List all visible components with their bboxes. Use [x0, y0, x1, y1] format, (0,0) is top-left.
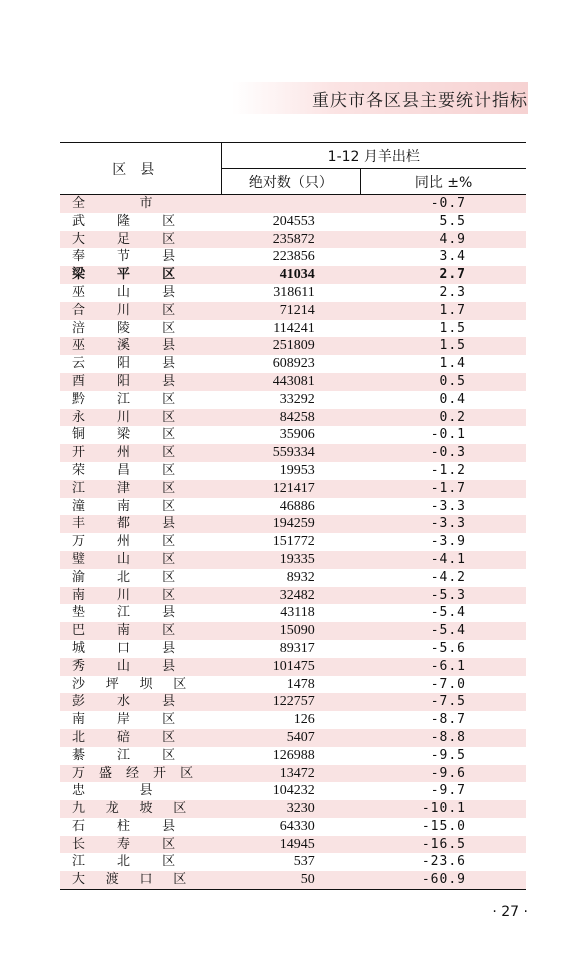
absolute-value: 537 — [293, 854, 315, 870]
percent-column-header: 同比 ±% — [361, 169, 526, 195]
district-name: 秀 山 县 — [60, 658, 221, 676]
group-column-header: 1-12 月羊出栏 — [221, 143, 526, 169]
district-name: 涪 陵 区 — [72, 320, 176, 336]
percent-change: -8.7 — [430, 712, 466, 728]
absolute-value: 151772 — [272, 534, 315, 550]
table-row — [60, 640, 526, 658]
district-name: 石 柱 县 — [72, 818, 176, 834]
table-row — [60, 800, 526, 818]
district-name: 合 川 区 — [60, 302, 221, 320]
district-name: 永 川 区 — [60, 409, 221, 427]
percent-change: -0.3 — [361, 444, 526, 462]
absolute-value: 19953 — [279, 462, 315, 478]
percent-change: -6.1 — [361, 658, 526, 676]
table-row — [60, 462, 526, 480]
district-name: 江 津 区 — [60, 480, 221, 498]
district-name: 奉 节 县 — [72, 249, 176, 265]
absolute-value: 89317 — [279, 640, 315, 656]
district-name: 南 岸 区 — [72, 712, 176, 728]
percent-change: 4.9 — [361, 231, 526, 249]
absolute-value: 46886 — [279, 498, 315, 514]
table-row — [60, 266, 526, 284]
district-name: 巫 溪 县 — [60, 337, 221, 355]
district-name: 巴 南 区 — [60, 622, 221, 640]
absolute-value: 251809 — [221, 337, 361, 355]
district-name: 垫 江 县 — [72, 605, 176, 621]
absolute-value: 8932 — [286, 569, 315, 585]
percent-change: 5.5 — [439, 213, 466, 229]
district-name: 沙 坪 坝 区 — [72, 676, 187, 692]
percent-change: 0.2 — [361, 409, 526, 427]
percent-change: -5.4 — [361, 622, 526, 640]
percent-change: -7.0 — [430, 676, 466, 692]
table-row — [60, 302, 526, 320]
percent-change: -3.3 — [361, 515, 526, 533]
district-name: 巫 山 县 — [72, 284, 176, 300]
absolute-value: 559334 — [221, 444, 361, 462]
absolute-value: 35906 — [279, 427, 315, 443]
table-row — [60, 818, 526, 836]
percent-change: 2.7 — [361, 266, 526, 284]
table-row — [60, 515, 526, 533]
district-name: 酉 阳 县 — [60, 373, 221, 391]
district-name: 彭 水 县 — [60, 693, 221, 711]
table-row — [60, 853, 526, 871]
percent-change: -9.6 — [361, 765, 526, 783]
absolute-value — [221, 195, 361, 213]
district-name: 忠 县 — [72, 783, 153, 799]
percent-change: -23.6 — [421, 854, 466, 870]
table-row — [60, 711, 526, 729]
absolute-value: 114241 — [273, 320, 315, 336]
table-row — [60, 747, 526, 765]
absolute-value: 32482 — [221, 587, 361, 605]
table-body — [60, 195, 526, 890]
table-row — [60, 604, 526, 622]
district-name: 大 足 区 — [60, 231, 221, 249]
table-row — [60, 551, 526, 569]
absolute-value: 41034 — [221, 266, 361, 284]
district-name: 南 川 区 — [60, 587, 221, 605]
district-name: 梁 平 区 — [60, 266, 221, 284]
percent-change: -8.8 — [361, 729, 526, 747]
percent-change: -15.0 — [421, 818, 466, 834]
percent-change: -4.2 — [430, 569, 466, 585]
table-row — [60, 409, 526, 427]
table-row — [60, 480, 526, 498]
absolute-value: 101475 — [221, 658, 361, 676]
percent-change: 1.7 — [361, 302, 526, 320]
district-name: 潼 南 区 — [72, 498, 176, 514]
percent-change: 0.4 — [439, 391, 466, 407]
percent-change: 0.5 — [361, 373, 526, 391]
absolute-column-header: 绝对数（只） — [221, 169, 361, 195]
table-row — [60, 765, 526, 783]
table-row — [60, 871, 526, 889]
percent-change: -60.9 — [361, 871, 526, 889]
table-row — [60, 284, 526, 302]
district-name: 万 盛 经 开 区 — [60, 765, 221, 783]
absolute-value: 15090 — [221, 622, 361, 640]
table-row — [60, 693, 526, 711]
page-number: · 27 · — [492, 904, 528, 920]
absolute-value: 14945 — [221, 836, 361, 854]
percent-change: -7.5 — [361, 693, 526, 711]
absolute-value: 194259 — [221, 515, 361, 533]
district-name: 万 州 区 — [72, 534, 176, 550]
percent-change: -5.6 — [430, 640, 466, 656]
district-name: 荣 昌 区 — [72, 462, 176, 478]
table-row — [60, 444, 526, 462]
percent-change: -0.1 — [430, 427, 466, 443]
percent-change: 1.5 — [439, 320, 466, 336]
percent-change: -1.7 — [361, 480, 526, 498]
district-name: 璧 山 区 — [60, 551, 221, 569]
district-name: 綦 江 区 — [72, 747, 176, 763]
district-name: 开 州 区 — [60, 444, 221, 462]
percent-change: -16.5 — [361, 836, 526, 854]
percent-change: 1.4 — [439, 356, 466, 372]
district-name: 大 渡 口 区 — [60, 871, 221, 889]
table-row — [60, 337, 526, 355]
district-column-header: 区县 — [60, 143, 221, 195]
percent-change: 2.3 — [439, 284, 466, 300]
percent-change: -9.5 — [430, 747, 466, 763]
table-row — [60, 426, 526, 444]
district-name: 长 寿 区 — [60, 836, 221, 854]
district-name: 城 口 县 — [72, 640, 176, 656]
absolute-value: 122757 — [221, 693, 361, 711]
percent-change: -1.2 — [430, 462, 466, 478]
percent-change: 1.5 — [361, 337, 526, 355]
district-name: 江 北 区 — [72, 854, 176, 870]
absolute-value: 608923 — [272, 356, 315, 372]
percent-change: -3.3 — [430, 498, 466, 514]
district-name: 黔 江 区 — [72, 391, 176, 407]
percent-change: -9.7 — [430, 783, 466, 799]
percent-change: -4.1 — [361, 551, 526, 569]
absolute-value: 5407 — [221, 729, 361, 747]
absolute-value: 121417 — [221, 480, 361, 498]
table-row — [60, 248, 526, 266]
district-name: 丰 都 县 — [60, 515, 221, 533]
percent-change: -3.9 — [430, 534, 466, 550]
absolute-value: 43118 — [280, 605, 315, 621]
district-name: 渝 北 区 — [72, 569, 176, 585]
table-row — [60, 213, 526, 231]
table-row — [60, 195, 526, 213]
table-row — [60, 782, 526, 800]
table-row — [60, 231, 526, 249]
absolute-value: 33292 — [279, 391, 315, 407]
table-row — [60, 355, 526, 373]
table-row — [60, 658, 526, 676]
absolute-value: 1478 — [286, 676, 315, 692]
absolute-value: 71214 — [221, 302, 361, 320]
table-row — [60, 569, 526, 587]
absolute-value: 235872 — [221, 231, 361, 249]
absolute-value: 19335 — [221, 551, 361, 569]
percent-change: -0.7 — [361, 195, 526, 213]
table-row — [60, 836, 526, 854]
district-name: 北 碚 区 — [60, 729, 221, 747]
table-row — [60, 498, 526, 516]
absolute-value: 204553 — [272, 213, 315, 229]
district-name: 九 龙 坡 区 — [60, 800, 221, 818]
table-header-row — [60, 143, 526, 169]
table-row — [60, 622, 526, 640]
absolute-value: 104232 — [272, 783, 315, 799]
table-row — [60, 320, 526, 338]
absolute-value: 126988 — [272, 747, 315, 763]
absolute-value: 318611 — [273, 284, 315, 300]
district-name: 全 市 — [60, 195, 221, 213]
absolute-value: 126 — [293, 712, 315, 728]
absolute-value: 64330 — [279, 818, 315, 834]
table-row — [60, 587, 526, 605]
table-row — [60, 533, 526, 551]
absolute-value: 13472 — [221, 765, 361, 783]
table-row — [60, 676, 526, 694]
absolute-value: 3230 — [221, 800, 361, 818]
district-name: 云 阳 县 — [72, 356, 176, 372]
absolute-value: 443081 — [221, 373, 361, 391]
table-row — [60, 391, 526, 409]
statistics-table — [60, 142, 526, 890]
absolute-value: 50 — [221, 871, 361, 889]
table-row — [60, 729, 526, 747]
absolute-value: 223856 — [272, 249, 315, 265]
percent-change: -5.4 — [430, 605, 466, 621]
table-row — [60, 373, 526, 391]
percent-change: -10.1 — [361, 800, 526, 818]
page-title: 重庆市各区县主要统计指标 — [312, 91, 528, 111]
district-name: 武 隆 区 — [72, 213, 176, 229]
percent-change: 3.4 — [439, 249, 466, 265]
district-name: 铜 梁 区 — [72, 427, 176, 443]
absolute-value: 84258 — [221, 409, 361, 427]
percent-change: -5.3 — [361, 587, 526, 605]
